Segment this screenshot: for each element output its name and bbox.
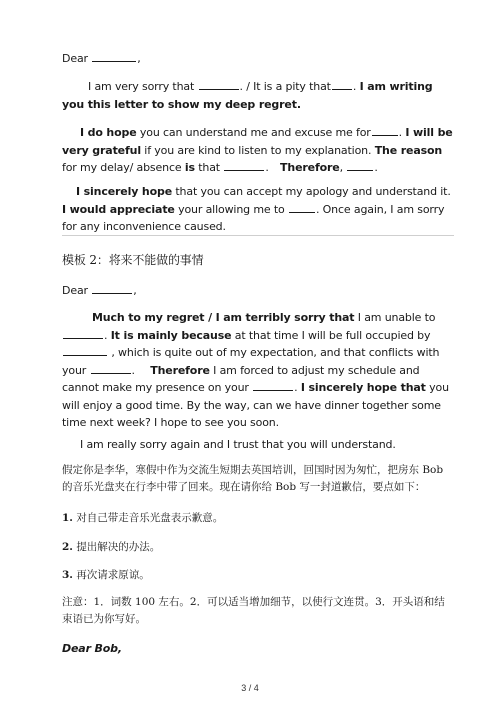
template2-greeting xyxy=(62,282,454,300)
blank-line xyxy=(289,212,315,213)
paragraph-text: , xyxy=(133,284,137,297)
template2-paragraph-1 xyxy=(62,309,454,432)
paragraph-text: . Once again, I am sorry for any inconvenience caused. xyxy=(62,202,445,233)
paragraph-text: , which is quite out of my expectation, and that conflicts with your xyxy=(62,346,440,377)
paragraph-text: I am really sorry again and I trust that you will understand. xyxy=(80,438,396,451)
greeting-text: Dear xyxy=(62,52,88,65)
point-text: 再次请求原谅。 xyxy=(76,569,150,581)
bold-phrase: I would appreciate xyxy=(62,202,175,216)
paragraph-text: . xyxy=(265,161,269,174)
bold-phrase: It is mainly because xyxy=(110,328,232,342)
paragraph-text: that you can accept my apology and understand it. xyxy=(175,185,451,198)
task-point-1 xyxy=(62,510,454,528)
paragraph-text: you can understand me and excuse me for xyxy=(139,126,371,139)
letter1-paragraph-2 xyxy=(62,124,454,177)
point-text: 提出解决的办法。 xyxy=(76,541,161,553)
section-divider xyxy=(62,235,454,236)
bold-phrase: I do hope xyxy=(80,126,137,139)
point-text: 对自己带走音乐光盘表示歉意。 xyxy=(76,512,224,524)
blank-line xyxy=(92,293,132,294)
bold-phrase: I sincerely hope that xyxy=(300,381,426,394)
paragraph-text: if you are kind to listen to my explanation. xyxy=(144,143,372,157)
blank-line xyxy=(91,373,131,374)
greeting-text: Dear xyxy=(62,284,88,297)
paragraph-text: your allowing me to xyxy=(178,202,285,216)
bold-phrase: is xyxy=(184,161,195,174)
paragraph-text: that xyxy=(198,161,220,174)
point-number: 3. xyxy=(62,569,73,581)
paragraph-text: , xyxy=(339,161,343,174)
task-intro: 假定你是李华，寒假中作为交流生短期去英国培训，回国时因为匆忙，把房东 Bob 的音乐光盘夹在行李中带了回来。现在请你给 Bob 写一封道歉信，要点如下： xyxy=(62,464,444,493)
point-number: 2. xyxy=(62,541,73,553)
blank-line xyxy=(253,390,293,391)
blank-line xyxy=(372,135,398,136)
paragraph-text: I am very sorry that xyxy=(88,80,195,93)
letter1-paragraph-1 xyxy=(62,78,454,113)
bold-phrase: Therefore xyxy=(280,161,340,174)
page-number: 3 / 4 xyxy=(241,683,259,693)
task-point-3 xyxy=(62,567,454,585)
paragraph-text: . xyxy=(398,126,403,139)
point-number: 1. xyxy=(62,512,73,524)
blank-line xyxy=(63,338,103,339)
task-point-2 xyxy=(62,539,454,557)
blank-line xyxy=(199,89,239,90)
paragraph-text: you will enjoy a good time. By the way, can we have dinner together some time next week? I hope to see you soon. xyxy=(62,381,449,429)
template2-paragraph-2 xyxy=(62,436,454,454)
blank-line xyxy=(63,355,107,356)
paragraph-text: I am forced to adjust my schedule and cannot make my presence on your xyxy=(62,363,420,394)
template2-heading: 模板 2：将来不能做的事情 xyxy=(62,253,204,267)
paragraph-text: . xyxy=(352,80,357,93)
blank-line xyxy=(224,170,264,171)
blank-line xyxy=(347,170,373,171)
bold-phrase: The reason xyxy=(374,143,443,157)
paragraph-text: . xyxy=(104,328,108,342)
blank-line xyxy=(92,61,136,62)
bold-phrase: Therefore xyxy=(150,363,210,377)
bold-phrase: Much to my regret / I am terribly sorry that xyxy=(92,311,355,324)
paragraph-text: . xyxy=(294,381,298,394)
bold-phrase: I sincerely hope xyxy=(76,185,173,198)
paragraph-text: . xyxy=(131,363,135,377)
bold-phrase: I will be very grateful xyxy=(62,126,453,157)
paragraph-text: . / It is a pity that xyxy=(239,80,331,93)
paragraph-text: for my delay/ absence xyxy=(62,161,182,174)
letter1-greeting: Dear , xyxy=(62,52,141,65)
answer-greeting: Dear Bob, xyxy=(62,642,122,655)
paragraph-text: . xyxy=(374,161,378,174)
bold-phrase: I am writing you this letter to show my deep regret. xyxy=(62,80,433,111)
letter1-paragraph-3 xyxy=(62,183,454,236)
paragraph-text: at that time I will be full occupied by xyxy=(234,328,431,342)
blank-line xyxy=(332,89,352,90)
task-note: 注意：1．词数 100 左右。2．可以适当增加细节，以使行文连贯。3．开头语和结束语已为你写好。 xyxy=(62,596,445,625)
paragraph-text: I am unable to xyxy=(357,311,436,324)
